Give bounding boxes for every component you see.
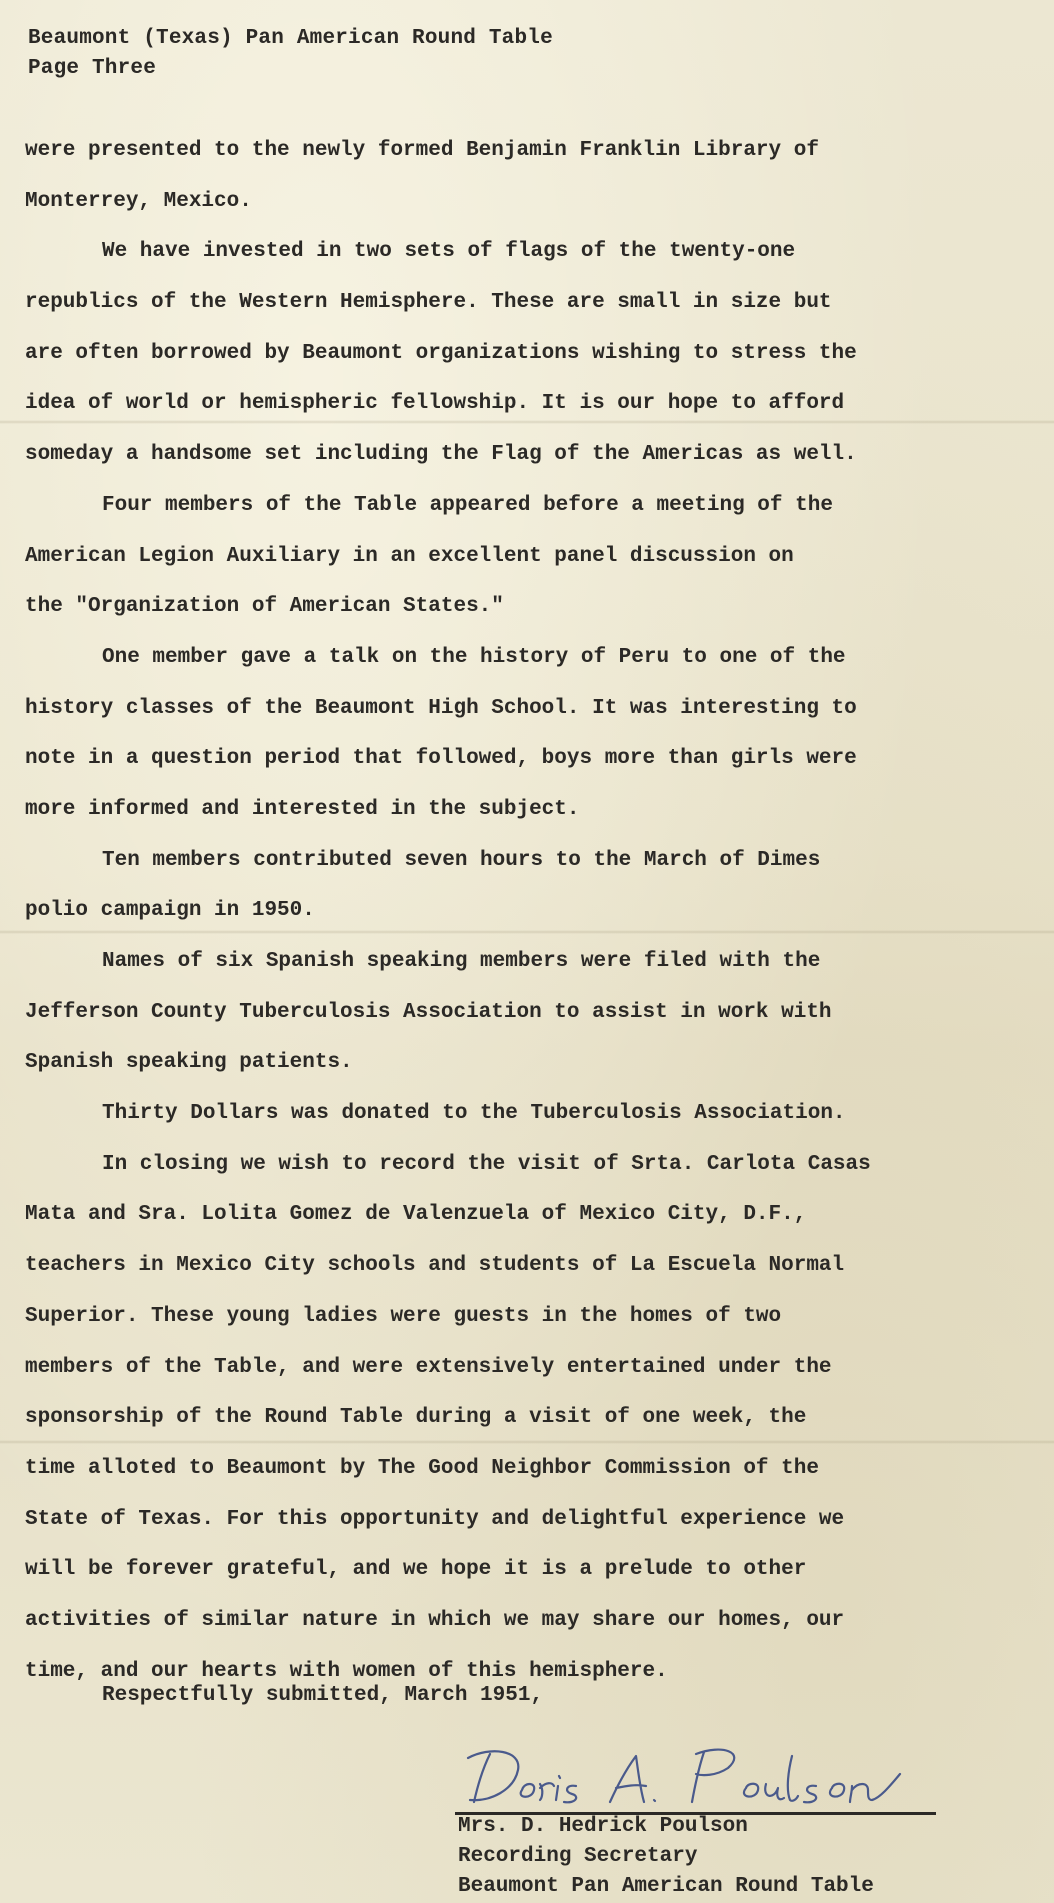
body-line: are often borrowed by Beaumont organizations wishing to stress the (25, 341, 857, 365)
body-line: Four members of the Table appeared before a meeting of the (102, 493, 833, 517)
report-body (25, 126, 1035, 1697)
body-line: republics of the Western Hemisphere. These are small in size but (25, 291, 832, 315)
handwritten-signature (460, 1740, 940, 1810)
body-line: more informed and interested in the subject. (25, 797, 580, 821)
header-page-line: Page Three (28, 57, 157, 80)
body-line: One member gave a talk on the history of Peru to one of the (102, 645, 846, 669)
body-line: Names of six Spanish speaking members were filed with the (102, 950, 821, 973)
body-line: members of the Table, and were extensively entertained under the (25, 1355, 832, 1379)
body-line: idea of world or hemispheric fellowship. It is our hope to afford (25, 392, 845, 416)
body-line: In closing we wish to record the visit of Srta. Carlota Casas (102, 1152, 871, 1176)
body-line: American Legion Auxiliary in an excellent panel discussion on (25, 544, 794, 568)
signer-title: Recording Secretary (458, 1845, 698, 1868)
body-line: Monterrey, Mexico. (25, 189, 252, 213)
signer-name: Mrs. D. Hedrick Poulson (458, 1815, 748, 1838)
signer-organization: Beaumont Pan American Round Table (458, 1875, 874, 1898)
body-line: teachers in Mexico City schools and students of La Escuela Normal (25, 1254, 845, 1278)
body-line: note in a question period that followed, boys more than girls were (25, 747, 857, 771)
signature-block (458, 1812, 874, 1902)
body-line: Spanish speaking patients. (25, 1051, 353, 1075)
body-line: Mata and Sra. Lolita Gomez de Valenzuela of Mexico City, D.F., (25, 1203, 807, 1227)
body-line: will be forever grateful, and we hope it is a prelude to other (25, 1558, 807, 1582)
body-line: Superior. These young ladies were guests in the homes of two (25, 1304, 782, 1328)
body-line: someday a handsome set including the Flag of the Americas as well. (25, 443, 857, 467)
closing-line: Respectfully submitted, March 1951, (102, 1684, 544, 1707)
body-line: activities of similar nature in which we may share our homes, our (25, 1608, 845, 1632)
body-line: Ten members contributed seven hours to the March of Dimes (102, 848, 821, 872)
body-line: polio campaign in 1950. (25, 899, 315, 923)
body-line: history classes of the Beaumont High School. It was interesting to (25, 696, 857, 720)
body-line: time alloted to Beaumont by The Good Neighbor Commission of the (25, 1456, 819, 1480)
header-org-line: Beaumont (Texas) Pan American Round Table (28, 27, 553, 50)
body-line: time, and our hearts with women of this hemisphere. (25, 1659, 668, 1683)
body-line: the "Organization of American States." (25, 595, 504, 619)
letterhead (28, 24, 553, 84)
body-line: Thirty Dollars was donated to the Tuberculosis Association. (102, 1102, 846, 1126)
body-line: sponsorship of the Round Table during a visit of one week, the (25, 1406, 807, 1430)
body-line: were presented to the newly formed Benjamin Franklin Library of (25, 139, 819, 162)
body-line: Jefferson County Tuberculosis Association to assist in work with (25, 1000, 832, 1024)
body-line: State of Texas. For this opportunity and delightful experience we (25, 1507, 845, 1531)
body-line: We have invested in two sets of flags of the twenty-one (102, 240, 796, 264)
